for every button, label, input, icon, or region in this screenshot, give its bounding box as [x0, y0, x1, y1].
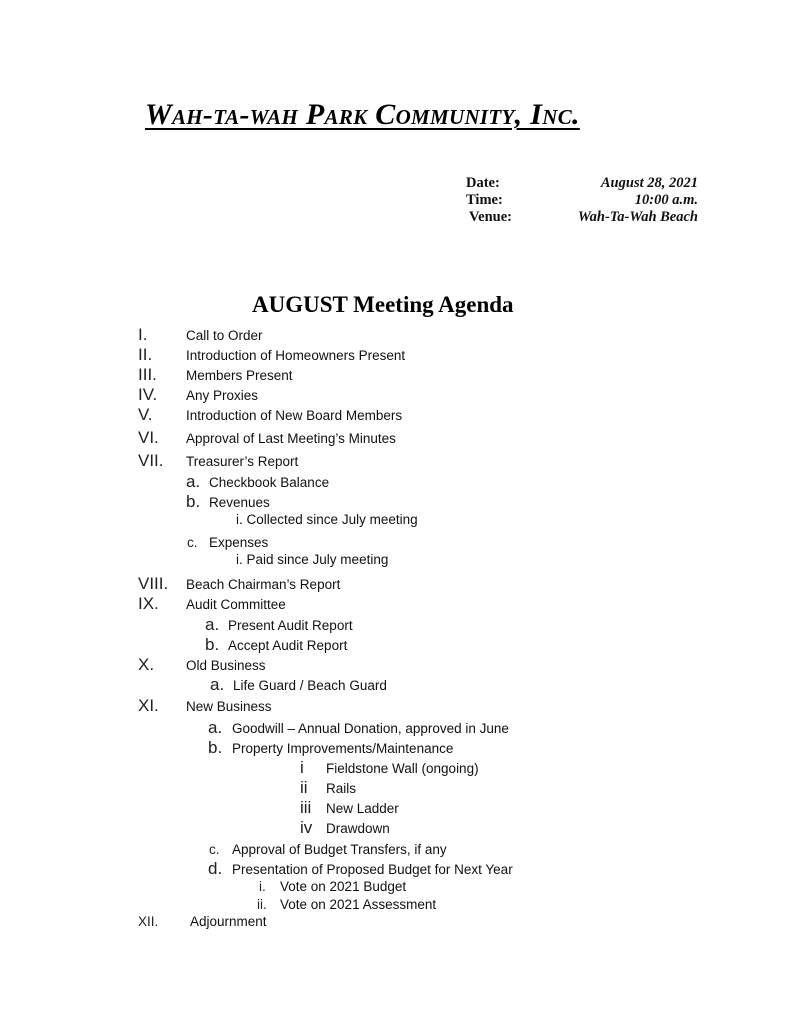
sub-item-letter: c. [209, 842, 220, 857]
agenda-item: Introduction of Homeowners Present [186, 348, 406, 363]
sub-sub-item: New Ladder [326, 801, 399, 816]
sub-item: Presentation of Proposed Budget for Next Year [232, 862, 513, 877]
item-number: VIII. [138, 574, 169, 593]
venue-value: Wah-Ta-Wah Beach [577, 209, 698, 225]
sub-sub-number: i. [259, 879, 266, 894]
sub-item-letter: a. [210, 675, 225, 694]
sub-item-letter: b. [208, 738, 223, 757]
sub-item: Approval of Budget Transfers, if any [232, 842, 447, 857]
sub-item-letter: b. [186, 492, 201, 511]
sub-item-letter: d. [208, 859, 223, 878]
sub-sub-number: ii [300, 778, 308, 797]
item-number: IV. [138, 385, 158, 404]
sub-sub-number: i [300, 758, 304, 777]
sub-item-letter: b. [205, 635, 220, 654]
sub-item: Revenues [209, 495, 270, 510]
agenda-item: Audit Committee [186, 597, 286, 612]
sub-item: Checkbook Balance [209, 475, 330, 490]
agenda-item: Beach Chairman’s Report [186, 577, 341, 592]
sub-sub-number: i. [236, 552, 243, 567]
agenda-item: Members Present [186, 368, 293, 383]
venue-label: Venue: [469, 209, 512, 225]
agenda-item: Approval of Last Meeting’s Minutes [186, 431, 396, 446]
sub-sub-item: Rails [326, 781, 357, 796]
item-number: XII. [138, 914, 159, 929]
item-number: VI. [138, 428, 159, 447]
sub-item-letter: a. [186, 472, 201, 491]
sub-item: Accept Audit Report [228, 638, 348, 653]
sub-item-letter: c. [187, 535, 198, 550]
item-number: V. [138, 405, 153, 424]
agenda-item: Call to Order [186, 328, 263, 343]
sub-item: Expenses [209, 535, 269, 550]
sub-item-letter: a. [205, 615, 220, 634]
sub-item: Goodwill – Annual Donation, approved in June [232, 721, 509, 736]
sub-sub-number: i. [236, 512, 243, 527]
sub-sub-text: Paid since July meeting [246, 552, 389, 567]
sub-sub-number: iv [300, 818, 313, 837]
item-number: X. [138, 655, 155, 674]
time-label: Time: [466, 192, 503, 208]
sub-sub-number: iii [300, 798, 312, 817]
agenda-item: Any Proxies [186, 388, 259, 403]
agenda-item: Treasurer’s Report [186, 454, 299, 469]
date-value: August 28, 2021 [600, 175, 698, 191]
time-value: 10:00 a.m. [634, 192, 698, 208]
sub-sub-item: Fieldstone Wall (ongoing) [326, 761, 479, 776]
agenda-item: New Business [186, 699, 272, 714]
sub-item: Present Audit Report [228, 618, 353, 633]
sub-sub-item: Vote on 2021 Budget [280, 879, 407, 894]
item-number: I. [138, 325, 148, 344]
item-number: III. [138, 365, 157, 384]
agenda-item: Old Business [186, 658, 266, 673]
agenda-item: Adjournment [190, 914, 267, 929]
sub-sub-number: ii. [257, 897, 267, 912]
org-title: Wah-ta-wah Park Community, Inc. [145, 98, 580, 131]
sub-sub-item: Drawdown [326, 821, 390, 836]
item-number: II. [138, 345, 153, 364]
sub-sub-item [236, 552, 388, 567]
item-number: XI. [138, 696, 159, 715]
sub-item: Property Improvements/Maintenance [232, 741, 454, 756]
sub-sub-item: Vote on 2021 Assessment [280, 897, 437, 912]
date-label: Date: [466, 175, 500, 191]
item-number: VII. [138, 451, 164, 470]
agenda-title: AUGUST Meeting Agenda [252, 292, 514, 317]
sub-item-letter: a. [208, 718, 223, 737]
sub-sub-item [236, 512, 418, 527]
agenda-item: Introduction of New Board Members [186, 408, 403, 423]
item-number: IX. [138, 594, 159, 613]
sub-item: Life Guard / Beach Guard [233, 678, 387, 693]
sub-sub-text: Collected since July meeting [246, 512, 418, 527]
